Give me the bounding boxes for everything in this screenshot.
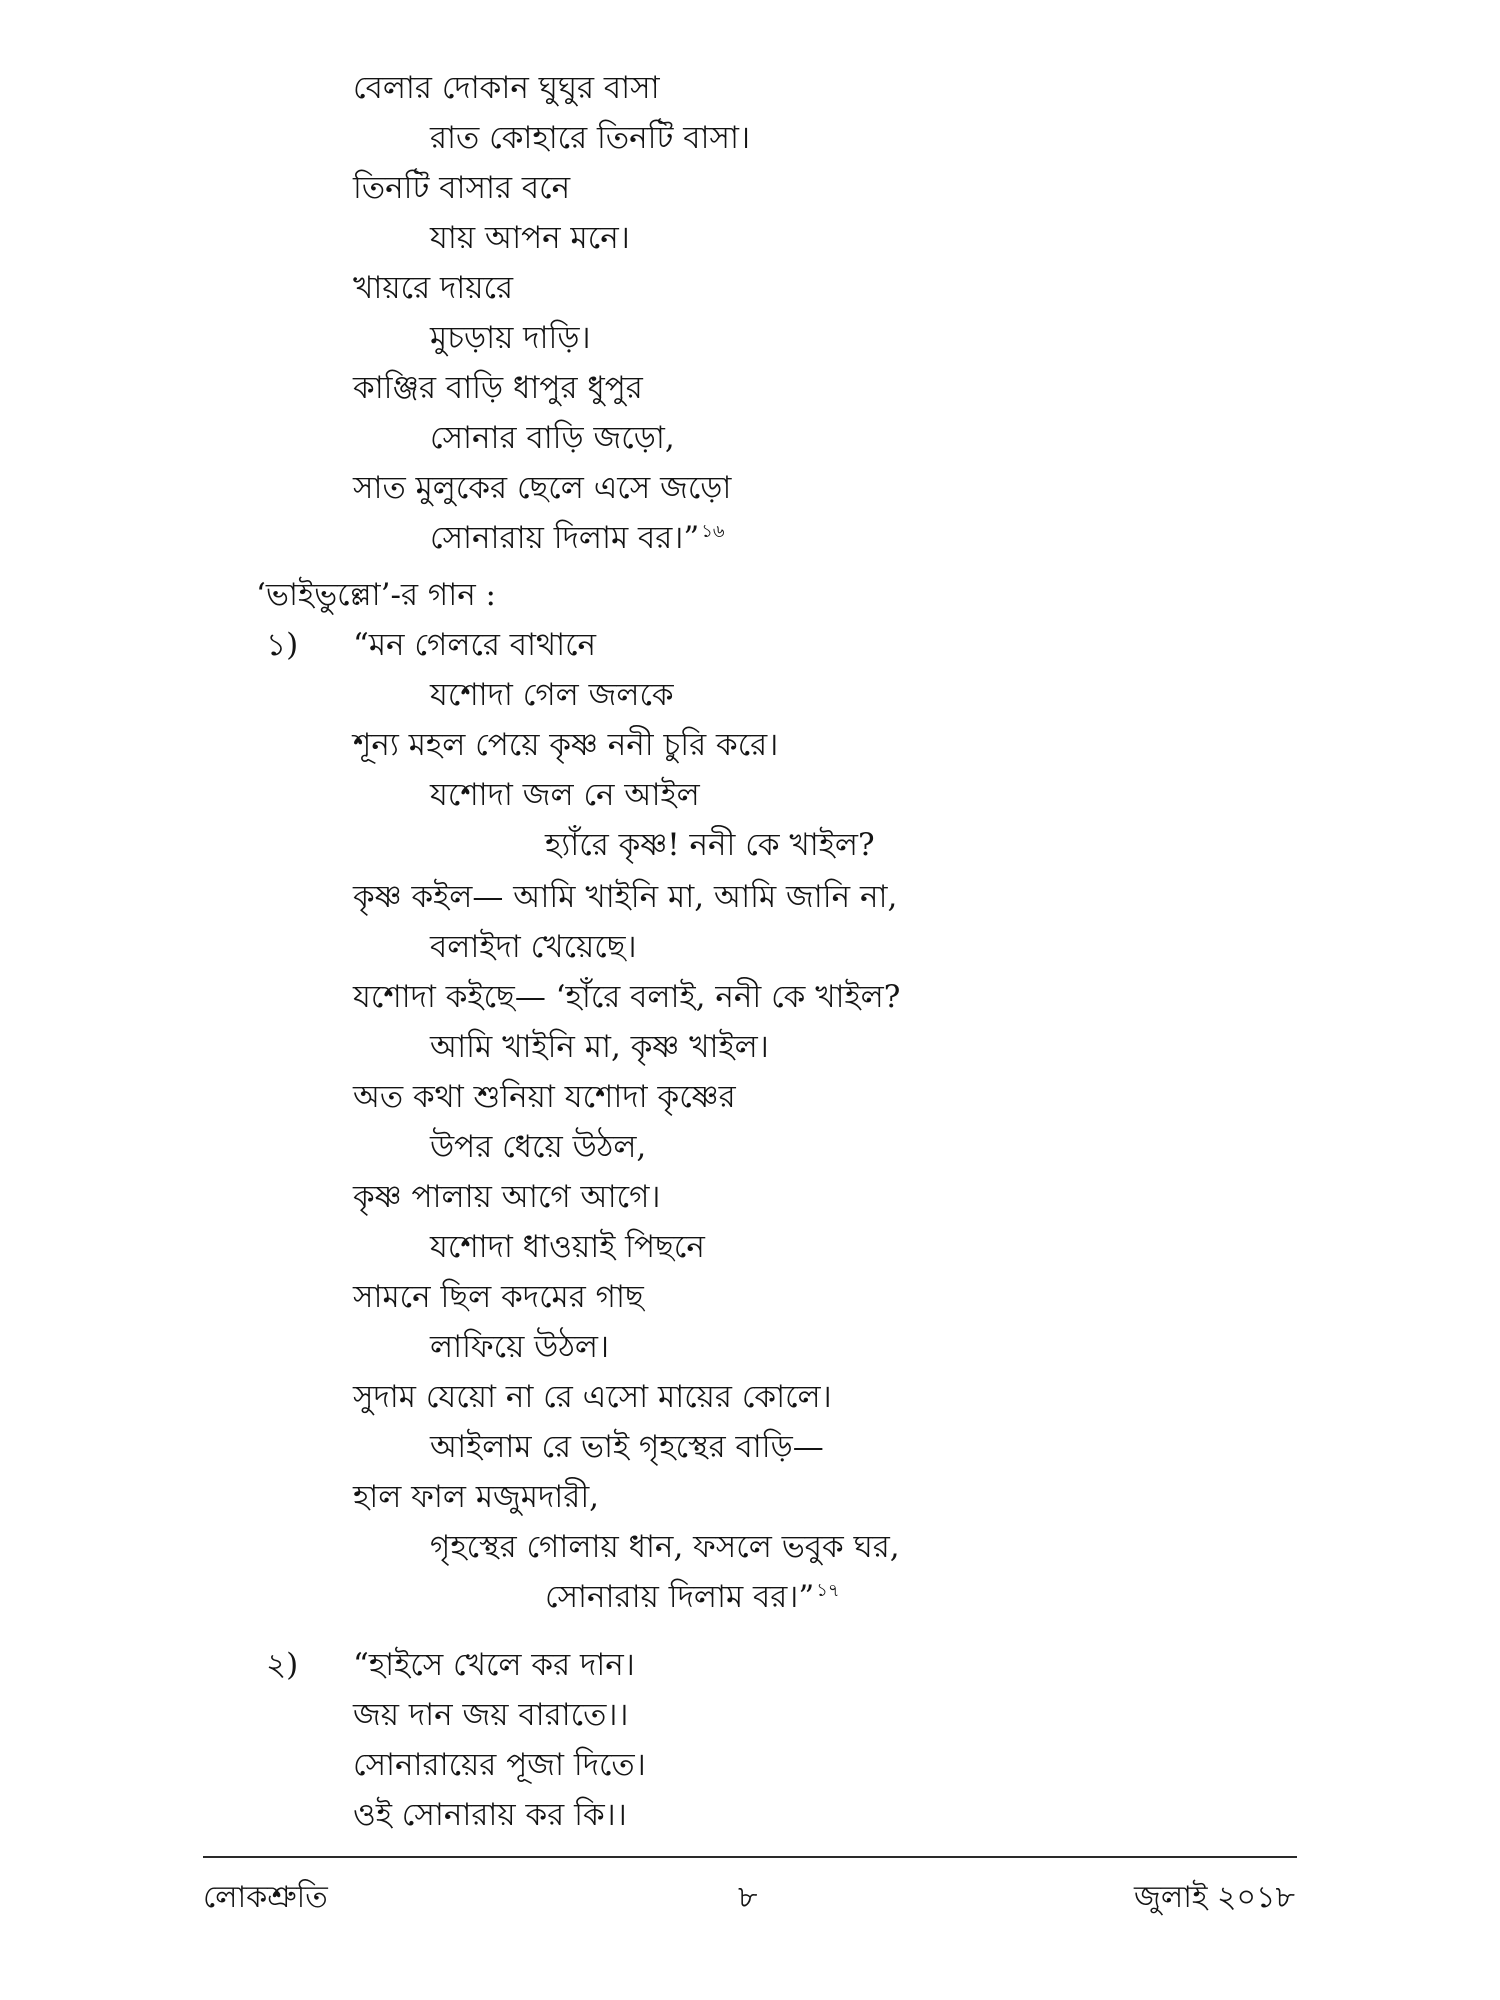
song1-line-11: উপর ধেয়ে উঠল, — [430, 1129, 647, 1165]
song1-line-5: হ্যাঁরে কৃষ্ণ! ননী কে খাইল? — [545, 827, 875, 863]
verse1-line-2: রাত কোহারে তিনটি বাসা। — [430, 120, 751, 156]
song1-line-9: আমি খাইনি মা, কৃষ্ণ খাইল। — [430, 1029, 769, 1065]
verse1-line-10 — [430, 518, 725, 558]
verse1-line-3: তিনটি বাসার বনে — [353, 170, 571, 206]
footer-journal-name: লোকশ্রুতি — [203, 1880, 328, 1915]
song1-line-12: কৃষ্ণ পালায় আগে আগে। — [353, 1179, 661, 1215]
verse1-line-6: মুচড়ায় দাড়ি। — [430, 320, 591, 356]
footer-date: জুলাই ২০১৮ — [1134, 1880, 1295, 1915]
footer-page-number: ৮ — [738, 1880, 758, 1915]
song1-line-2: যশোদা গেল জলকে — [430, 677, 674, 713]
song2-line-3: সোনারায়ের পূজা দিতে। — [353, 1747, 646, 1783]
song2-line-1: “হাইসে খেলে কর দান। — [353, 1647, 635, 1683]
song1-number: ১) — [266, 627, 299, 663]
song1-line-4: যশোদা জল নে আইল — [430, 777, 700, 813]
song1-line-10: অত কথা শুনিয়া যশোদা কৃষ্ণের — [353, 1079, 736, 1115]
song1-line-1: “মন গেলরে বাথানে — [353, 627, 597, 663]
song1-line-8: যশোদা কইছে— ‘হাঁরে বলাই, ননী কে খাইল? — [353, 979, 901, 1015]
verse1-line-8: সোনার বাড়ি জড়ো, — [430, 420, 675, 456]
song2-number: ২) — [266, 1647, 299, 1683]
song1-line-19: গৃহস্থের গোলায় ধান, ফসলে ভবুক ঘর, — [430, 1529, 900, 1565]
song1-line-20 — [545, 1577, 840, 1617]
song1-line-13: যশোদা ধাওয়াই পিছনে — [430, 1229, 705, 1265]
song1-line-7: বলাইদা খেয়েছে। — [430, 929, 637, 965]
verse1-line-10-text: সোনারায় দিলাম বর।” — [430, 520, 700, 556]
song1-line-17: আইলাম রে ভাই গৃহস্থের বাড়ি— — [430, 1429, 824, 1465]
verse1-line-7: কাঞ্জির বাড়ি ধাপুর ধুপুর — [353, 370, 643, 406]
song1-line-18: হাল ফাল মজুমদারী, — [353, 1479, 600, 1515]
footnote-ref-17: ১৭ — [816, 1579, 840, 1601]
verse1-line-9: সাত মুলুকের ছেলে এসে জড়ো — [353, 470, 732, 506]
song1-line-6: কৃষ্ণ কইল— আমি খাইনি মা, আমি জানি না, — [353, 879, 898, 915]
verse1-line-1: বেলার দোকান ঘুঘুর বাসা — [353, 70, 660, 106]
song2-line-2: জয় দান জয় বারাতে।। — [353, 1697, 629, 1733]
song1-line-16: সুদাম যেয়ো না রে এসো মায়ের কোলে। — [353, 1379, 832, 1415]
section-heading: ‘ভাইভুল্লো’-র গান : — [256, 577, 497, 613]
song1-line-14: সামনে ছিল কদমের গাছ — [353, 1279, 644, 1315]
verse1-line-5: খায়রে দায়রে — [353, 270, 514, 306]
song2-line-4: ওই সোনারায় কর কি।। — [353, 1797, 627, 1833]
song1-line-3: শূন্য মহল পেয়ে কৃষ্ণ ননী চুরি করে। — [353, 727, 779, 763]
footer-rule — [203, 1856, 1297, 1858]
footnote-ref-16: ১৬ — [701, 520, 725, 542]
song1-line-20-text: সোনারায় দিলাম বর।” — [545, 1579, 815, 1615]
verse1-line-4: যায় আপন মনে। — [430, 220, 630, 256]
song1-line-15: লাফিয়ে উঠল। — [430, 1329, 610, 1365]
